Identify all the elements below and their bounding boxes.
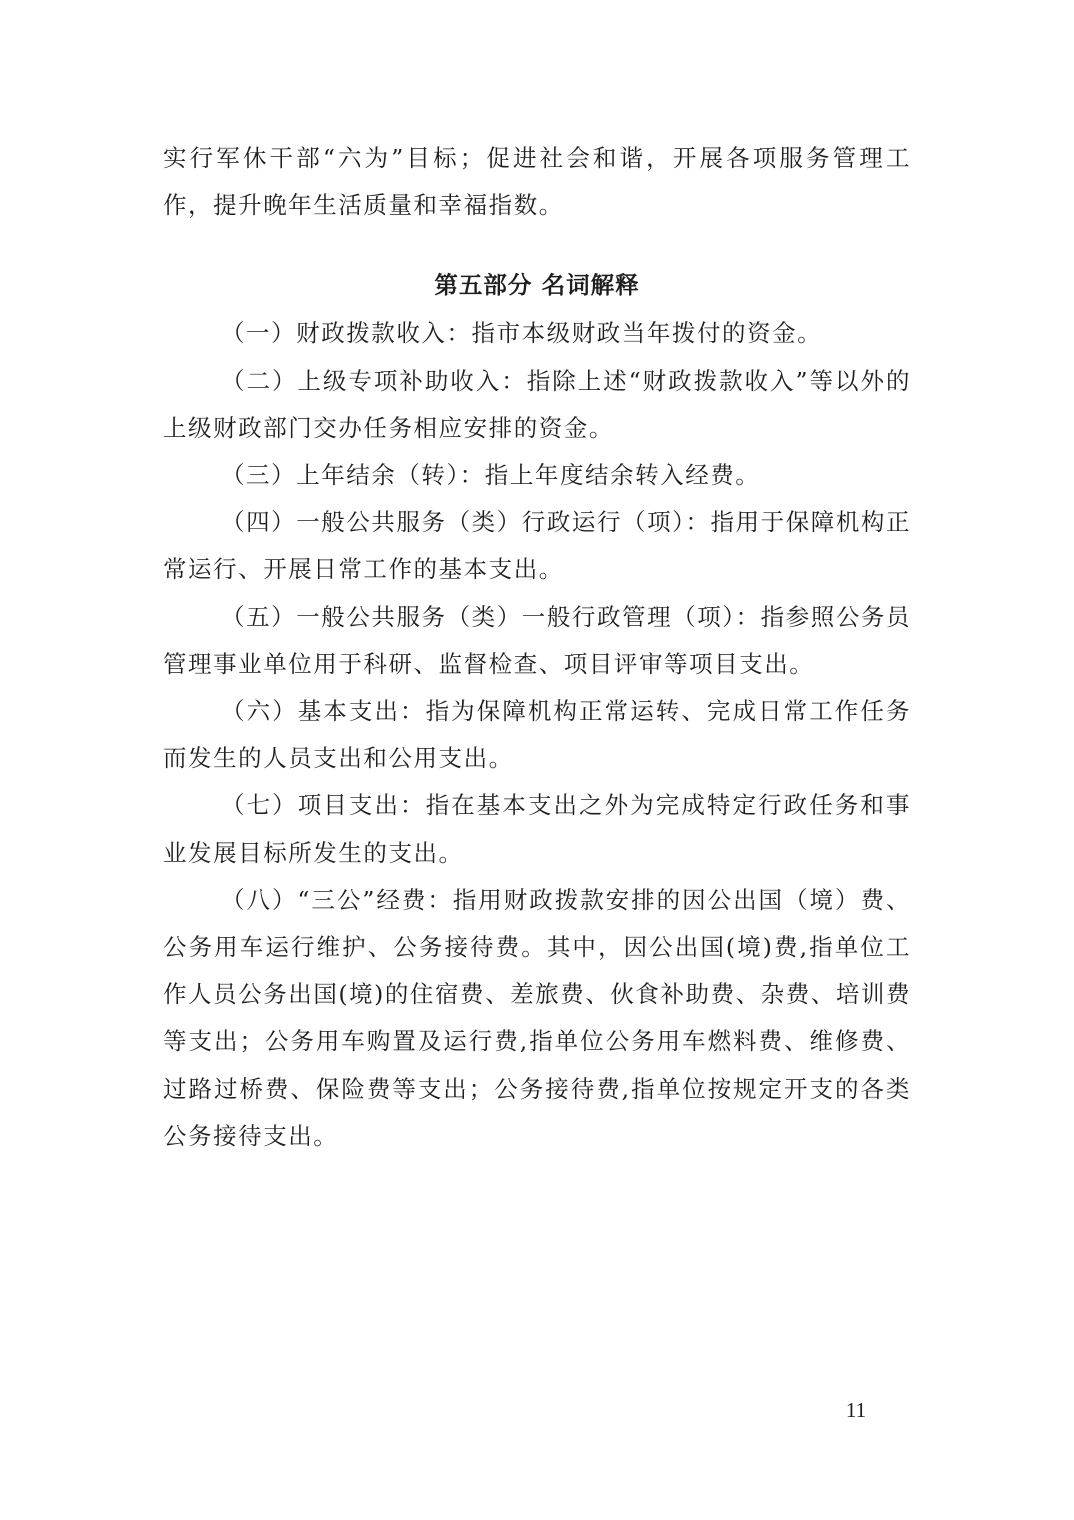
definition-item-5: （五）一般公共服务（类）一般行政管理（项）：指参照公务员管理事业单位用于科研、监督检查、项目评审等项目支出。	[163, 602, 911, 678]
definition-item-6: （六）基本支出：指为保障机构正常运转、完成日常工作任务而发生的人员支出和公用支出。	[163, 697, 911, 773]
definition-item-4: （四）一般公共服务（类）行政运行（项）：指用于保障机构正常运行、开展日常工作的基本支出。	[163, 508, 911, 584]
definition-item-1: （一）财政拨款收入：指市本级财政当年拨付的资金。	[221, 319, 823, 348]
intro-paragraph: 实行军休干部“六为”目标；促进社会和谐，开展各项服务管理工作，提升晚年生活质量和幸福指数。	[163, 144, 911, 220]
page-number: 11	[845, 1398, 867, 1422]
definition-item-8: （八）“三公”经费：指用财政拨款安排的因公出国（境）费、公务用车运行维护、公务接待费。其中，因公出国(境)费,指单位工作人员公务出国(境)的住宿费、差旅费、伙食补助费、杂费、培训费等支出；公务用车购置及运行费,指单位公务用车燃料费、维修费、过路过桥费、保险费等支出；公务接待费,指单位按规定开支的各类公务接待支出。	[163, 885, 911, 1150]
page-content	[163, 135, 911, 1160]
definition-item-3: （三）上年结余（转）：指上年度结余转入经费。	[221, 461, 761, 490]
section-title: 第五部分 名词解释	[434, 271, 640, 300]
definition-item-7: （七）项目支出：指在基本支出之外为完成特定行政任务和事业发展目标所发生的支出。	[163, 791, 911, 867]
definition-item-2: （二）上级专项补助收入：指除上述“财政拨款收入”等以外的上级财政部门交办任务相应安排的资金。	[163, 366, 911, 442]
